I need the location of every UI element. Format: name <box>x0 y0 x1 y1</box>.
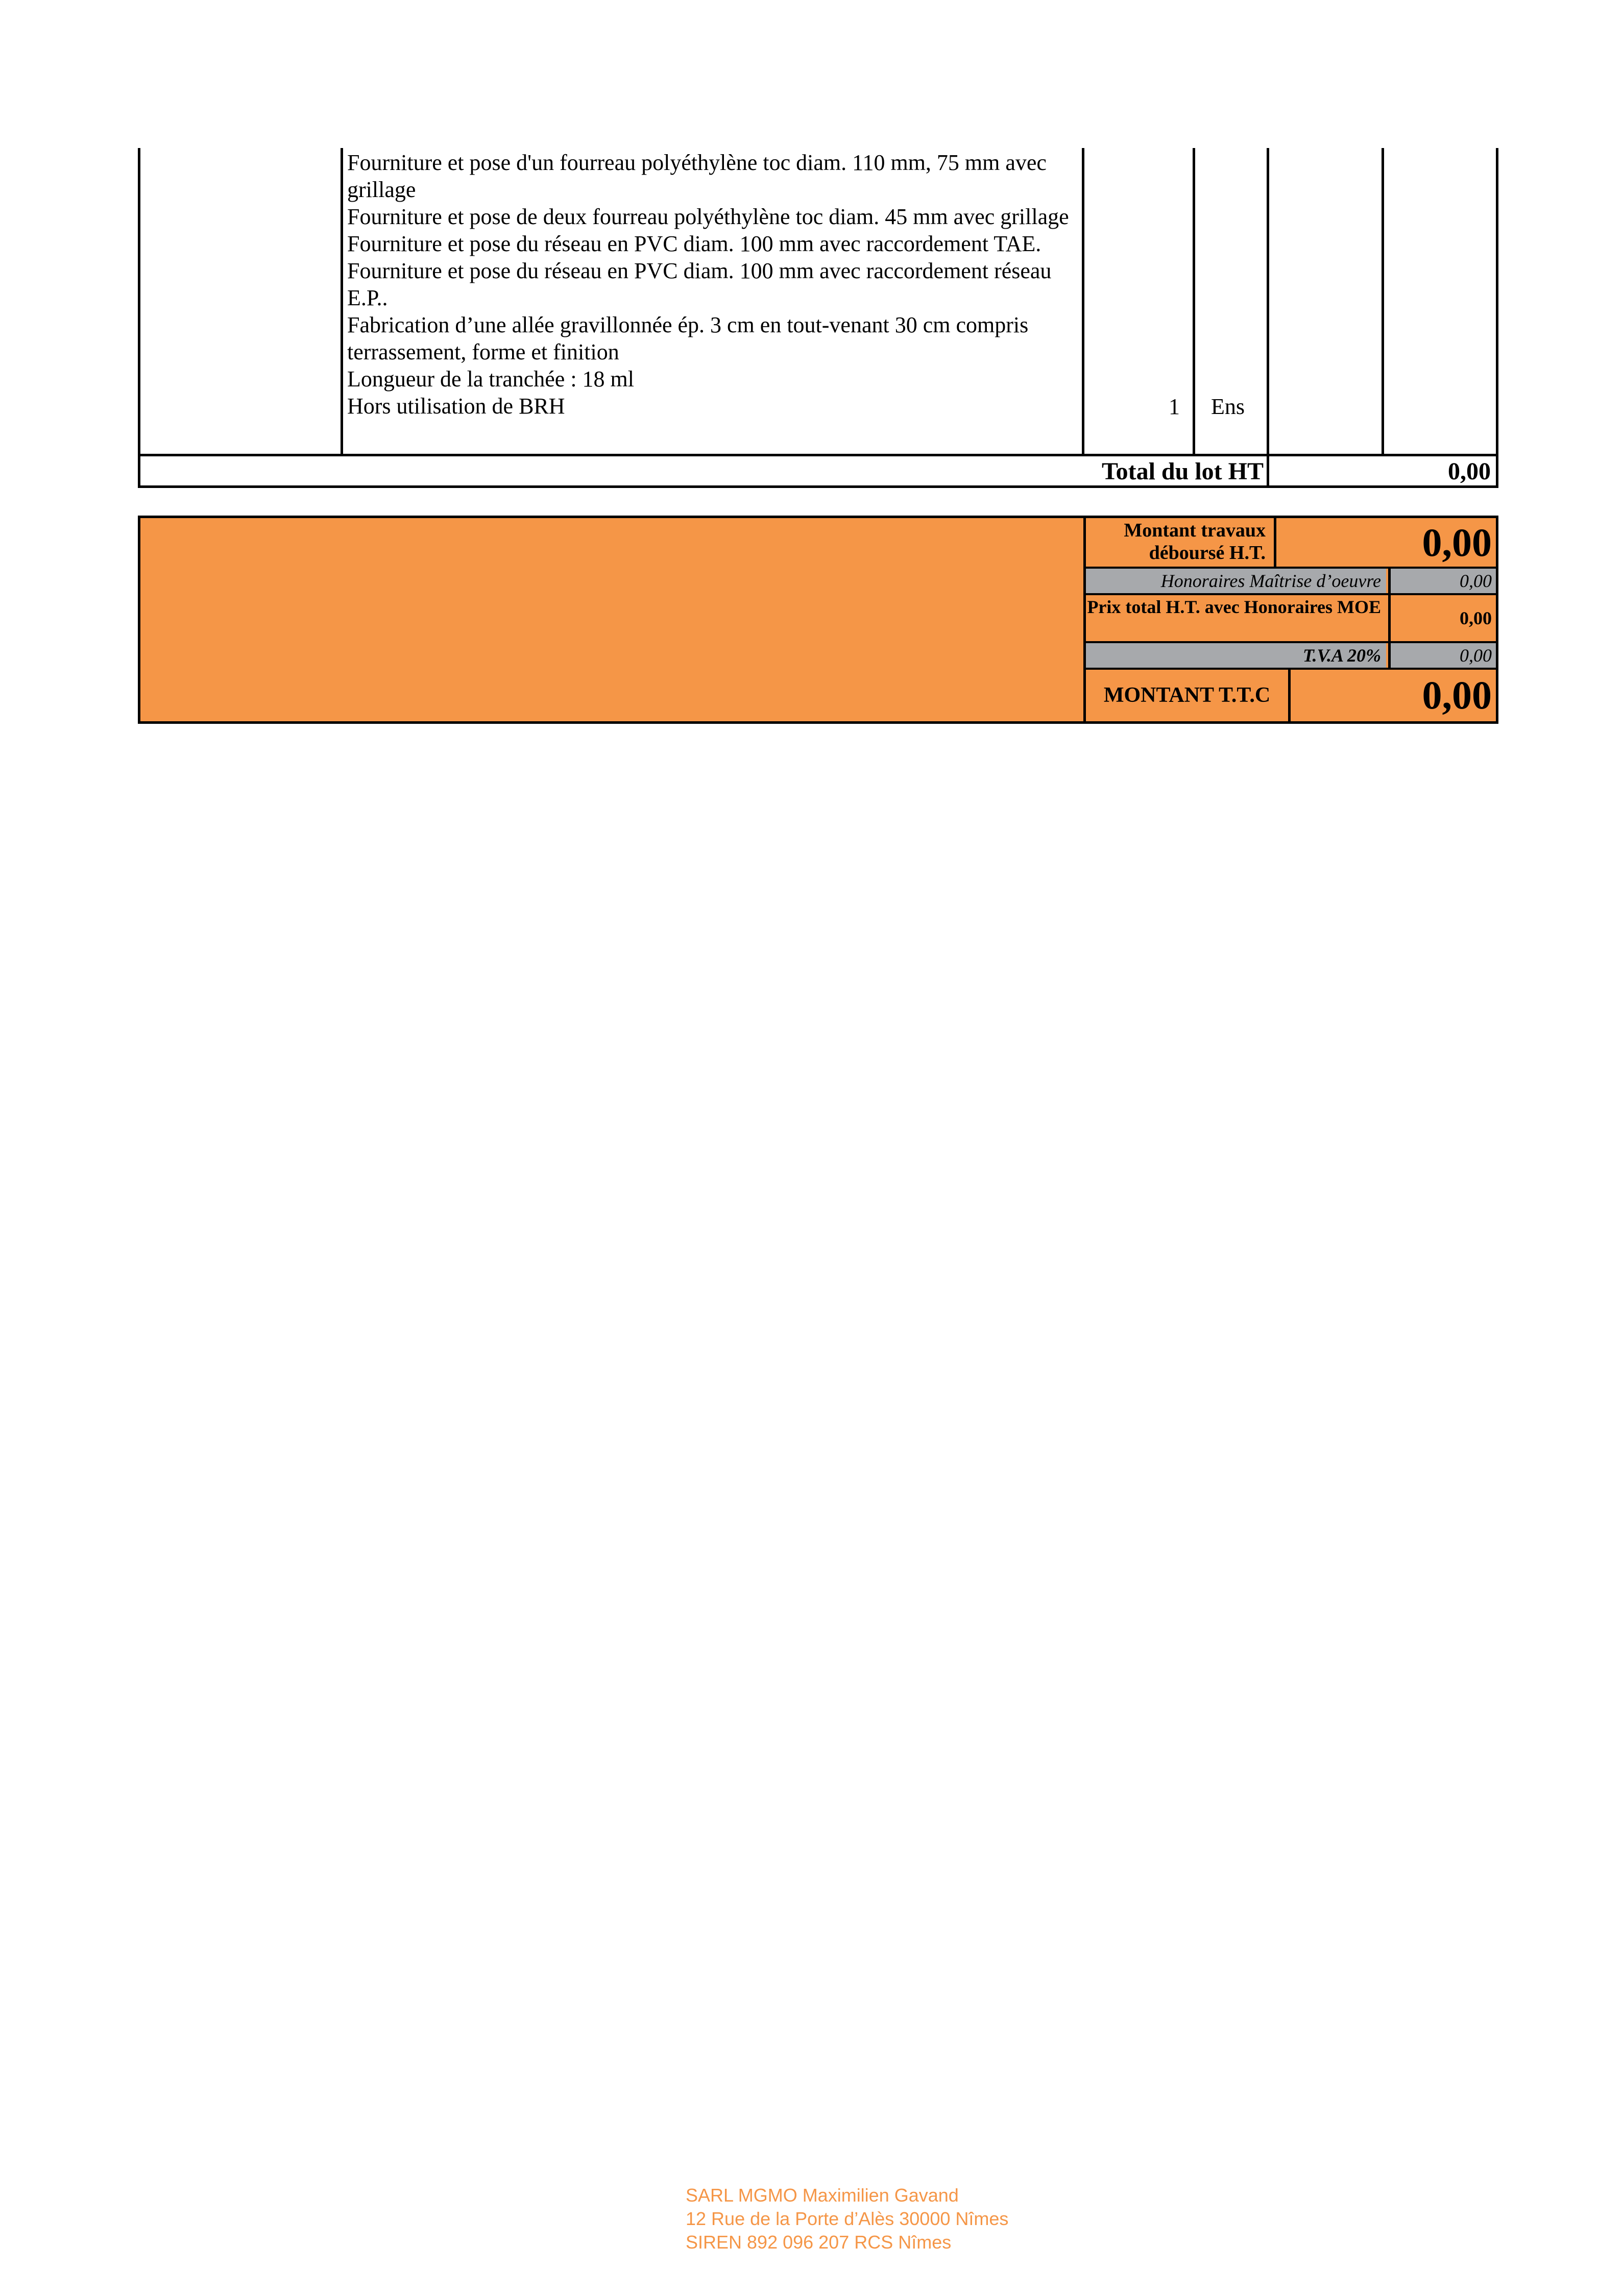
description-line: Fourniture et pose du réseau en PVC diam. 100 mm avec raccordement réseau E.P.. <box>347 258 1052 310</box>
tva-value: 0,00 <box>1388 643 1496 668</box>
description-line: Longueur de la tranchée : 18 ml <box>347 367 635 392</box>
prix-total-label: Prix total H.T. avec Honoraires MOE <box>1087 597 1381 617</box>
unit-cell: Ens <box>1211 394 1245 419</box>
work-items-table <box>138 148 1498 456</box>
montant-ttc-label: MONTANT T.T.C <box>1103 683 1271 707</box>
column-divider <box>1193 148 1195 454</box>
lot-total-value: 0,00 <box>1448 458 1491 485</box>
column-divider <box>1267 456 1269 485</box>
footer-siren: SIREN 892 096 207 RCS Nîmes <box>686 2232 952 2253</box>
description-line: Fourniture et pose d'un fourreau polyéthylène toc diam. 110 mm, 75 mm avec grillage <box>347 150 1047 202</box>
footer-company-name: SARL MGMO Maximilien Gavand <box>686 2185 959 2206</box>
column-divider <box>1382 148 1384 454</box>
description-line: Fourniture et pose de deux fourreau polyéthylène toc diam. 45 mm avec grillage <box>347 204 1069 229</box>
montant-travaux-value: 0,00 <box>1274 518 1496 567</box>
company-footer <box>686 2184 1094 2254</box>
tva-label: T.V.A 20% <box>1086 643 1386 668</box>
description-line: Hors utilisation de BRH <box>347 394 565 419</box>
quantity-cell: 1 <box>1169 394 1180 419</box>
montant-travaux-label: Montant travaux déboursé H.T. <box>1124 520 1266 564</box>
description-line: Fabrication d’une allée gravillonnée ép. 3 cm en tout-venant 30 cm compris terrassement, forme et finition <box>347 312 1029 364</box>
description-cell <box>347 149 1077 420</box>
honoraires-label: Honoraires Maîtrise d’oeuvre <box>1086 569 1386 593</box>
footer-address: 12 Rue de la Porte d’Alès 30000 Nîmes <box>686 2208 1009 2229</box>
summary-table <box>1083 518 1496 721</box>
prix-total-value: 0,00 <box>1388 595 1496 641</box>
column-divider <box>1082 148 1084 454</box>
lot-total-label: Total du lot HT <box>1102 458 1264 485</box>
column-divider <box>1267 148 1269 454</box>
column-divider <box>341 148 343 454</box>
lot-total-row <box>138 456 1498 488</box>
honoraires-value: 0,00 <box>1388 569 1496 593</box>
description-line: Fourniture et pose du réseau en PVC diam. 100 mm avec raccordement TAE. <box>347 231 1041 256</box>
summary-block <box>138 516 1498 724</box>
montant-ttc-value: 0,00 <box>1288 670 1496 721</box>
